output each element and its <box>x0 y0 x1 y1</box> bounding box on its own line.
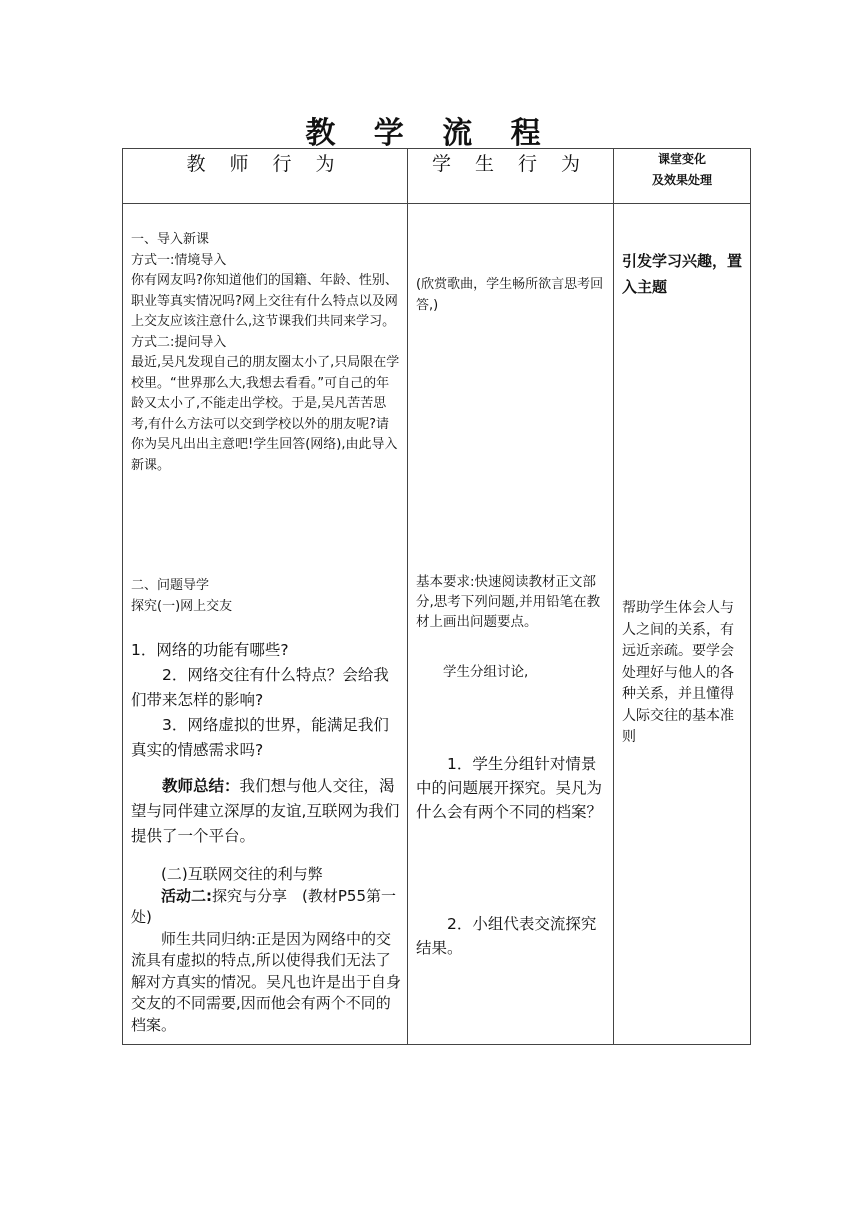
student-explore-1: 1．学生分组针对情景中的问题展开探究。吴凡为什么会有两个不同的档案？ <box>416 755 603 821</box>
summary-label: 教师总结： <box>162 777 240 795</box>
summary-text: 我们想与他人交往，渴望与同伴建立深厚的友谊,互联网为我们提供了一个平台。 <box>131 777 400 845</box>
header-teacher <box>123 149 408 204</box>
header-effect <box>614 149 751 204</box>
teacher-summary <box>131 774 401 849</box>
way2-heading: 方式二:提问导入 <box>131 334 227 350</box>
teaching-flow-table <box>122 148 751 1045</box>
way1-heading: 方式一:情境导入 <box>131 252 227 268</box>
effect-interest: 引发学习兴趣，置入主题 <box>622 252 743 296</box>
section-heading-guide: 二、问题导学 <box>131 578 210 593</box>
student-basic-requirement: 基本要求:快速阅读教材正文部分,思考下列问题,并用铅笔在教材上画出问题要点。 <box>416 574 601 630</box>
question-1: 1．网络的功能有哪些? <box>131 641 289 659</box>
activity-text: 探究与分享 (教材P55第一处) <box>131 886 396 926</box>
activity-line <box>131 886 401 929</box>
question-2: 2．网络交往有什么特点？会给我们带来怎样的影响? <box>131 666 389 709</box>
conclusion-text: 师生共同归纳:正是因为网络中的交流具有虚拟的特点,所以使得我们无法了解对方真实的情况。吴凡也许是出于自身交友的不同需要,因而他会有两个不同的档案。 <box>131 929 402 1034</box>
way2-text: 最近,吴凡发现自己的朋友圈太小了,只局限在学校里。“世界那么大,我想去看看。”可自己的年龄又太小了,不能走出学校。于是,吴凡苦苦思考,有什么方法可以交到学校以外的朋友呢?请你为吴凡出出主意吧!学生回答(网络),由此导入新课。 <box>131 355 400 473</box>
teacher-questions <box>131 638 401 763</box>
student-intro: (欣赏歌曲，学生畅所欲言思考回答,) <box>416 277 604 313</box>
activity-label: 活动二: <box>161 886 212 905</box>
header-student <box>408 149 614 204</box>
student-cell <box>408 204 614 1045</box>
student-explore-2: 2．小组代表交流探究结果。 <box>416 915 597 957</box>
teacher-explore2 <box>131 864 401 1036</box>
page-title: 教 学 流 程 <box>305 116 555 151</box>
teacher-guide-block <box>131 576 401 617</box>
explore1-heading: 探究(一)网上交友 <box>131 598 233 614</box>
effect-cell <box>614 204 751 1045</box>
header-effect-line1: 课堂变化 <box>657 152 706 166</box>
table-body-row <box>123 204 751 1045</box>
effect-relationship: 帮助学生体会人与人之间的关系，有远近亲疏。要学会处理好与他人的各种关系，并且懂得人际交往的基本准则 <box>622 600 734 745</box>
header-teacher-label: 教 师 行 为 <box>186 153 344 175</box>
table-header-row <box>123 149 751 204</box>
student-group-discussion: 学生分组讨论, <box>443 664 529 680</box>
explore2-heading: (二)互联网交往的利与弊 <box>161 865 323 883</box>
question-3: 3．网络虚拟的世界，能满足我们真实的情感需求吗? <box>131 716 389 759</box>
section-heading-intro: 一、导入新课 <box>131 232 210 247</box>
teacher-intro-block <box>131 230 401 476</box>
header-student-label: 学 生 行 为 <box>431 153 590 175</box>
way1-text: 你有网友吗?你知道他们的国籍、年龄、性别、职业等真实情况吗?网上交往有什么特点以及网上交友应该注意什么,这节课我们共同来学习。 <box>131 273 398 329</box>
header-effect-line2: 及效果处理 <box>651 173 712 187</box>
teacher-cell <box>123 204 408 1045</box>
